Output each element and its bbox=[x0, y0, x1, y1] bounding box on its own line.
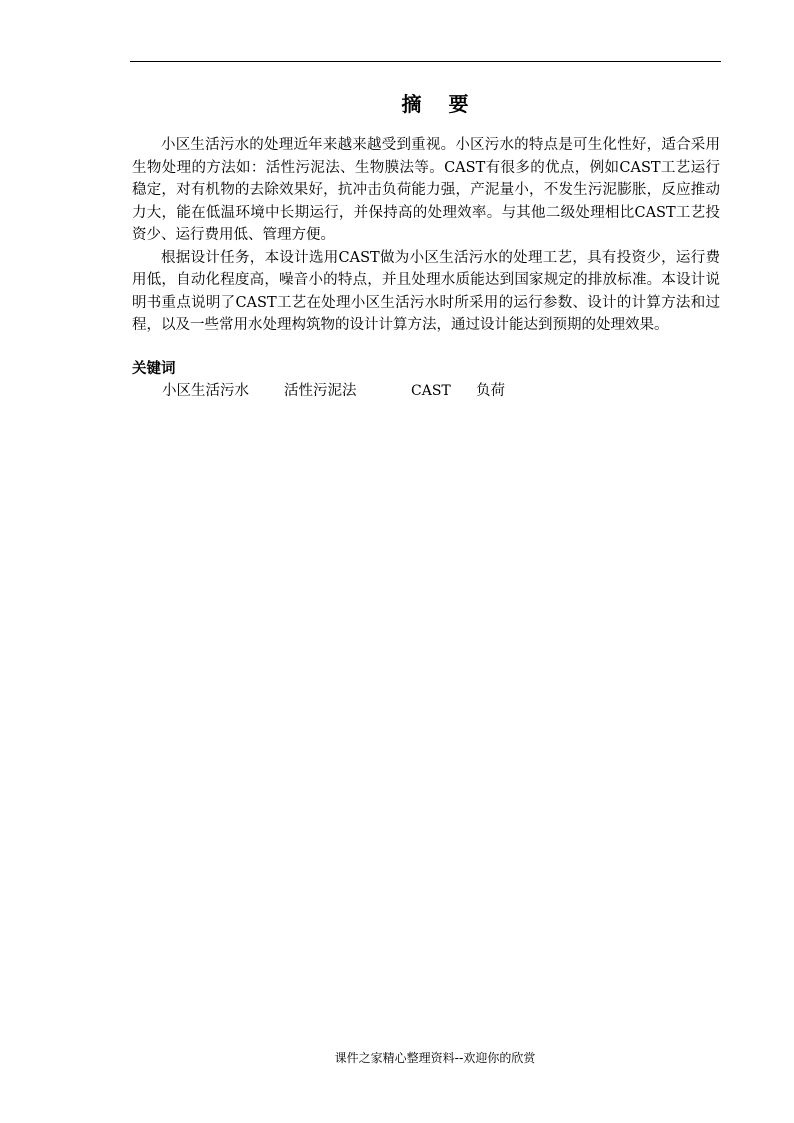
abstract-paragraph-1: 小区生活污水的处理近年来越来越受到重视。小区污水的特点是可生化性好，适合采用生物处理的方法如：活性污泥法、生物膜法等。CAST有很多的优点，例如CAST工艺运行稳定，对有机物的去除效果好，抗冲击负荷能力强，产泥量小，不发生污泥膨胀，反应推动力大，能在低温环境中长期运行，并保持高的处理效率。与其他二级处理相比CAST工艺投资少、运行费用低、管理方便。 bbox=[132, 137, 720, 243]
keyword-item: CAST bbox=[411, 383, 451, 399]
keyword-item: 小区生活污水 bbox=[162, 383, 249, 399]
keyword-item: 负荷 bbox=[476, 383, 505, 399]
abstract-paragraph-2: 根据设计任务，本设计选用CAST做为小区生活污水的处理工艺，具有投资少，运行费用低，自动化程度高，噪音小的特点，并且处理水质能达到国家规定的排放标准。本设计说明书重点说明了CAST工艺在处理小区生活污水时所采用的运行参数、设计的计算方法和过程，以及一些常用水处理构筑物的设计计算方法，通过设计能达到预期的处理效果。 bbox=[132, 249, 720, 333]
keyword-item: 活性污泥法 bbox=[284, 383, 357, 399]
page-footer: 课件之家精心整理资料--欢迎你的欣赏 bbox=[334, 1051, 536, 1065]
abstract-body bbox=[132, 134, 720, 337]
header-rule bbox=[130, 61, 721, 62]
keywords-label: 关键词 bbox=[132, 361, 176, 377]
abstract-title: 摘 要 bbox=[401, 92, 479, 116]
